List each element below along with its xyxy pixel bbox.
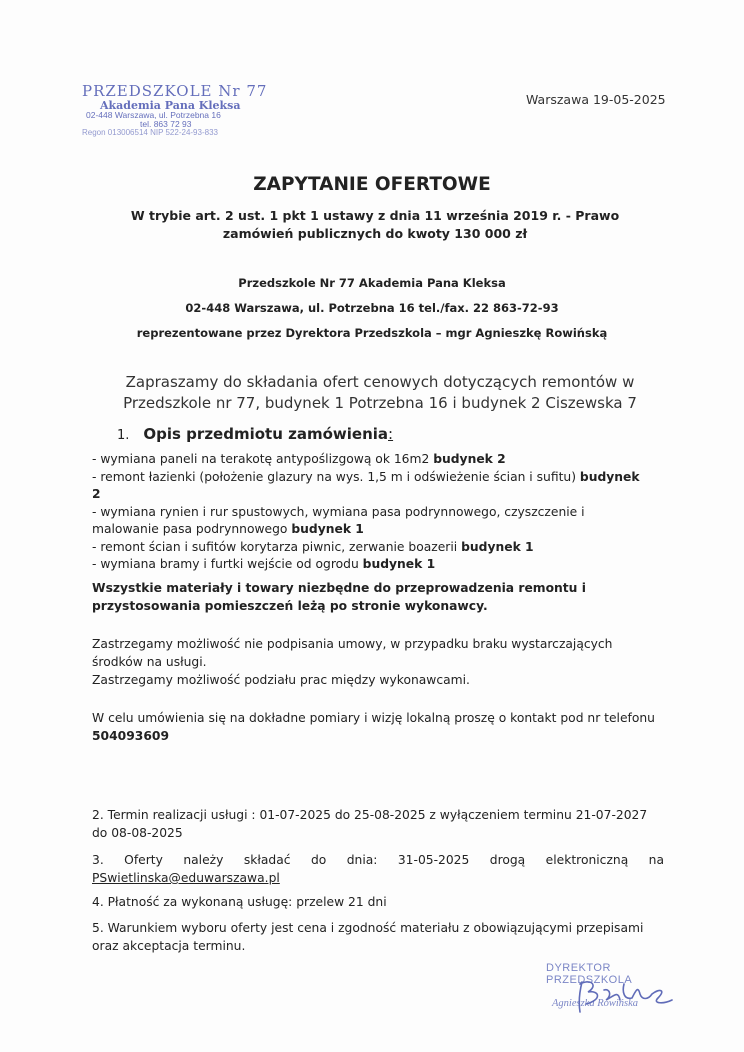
point-5-criteria: 5. Warunkiem wyboru oferty jest cena i zgodność materiału z obowiązującymi przepisami oraz akceptacja terminu. [92,921,644,953]
signature-title: DYREKTOR PRZEDSZKOLA [546,962,633,986]
word: drogą [489,853,526,867]
word: składać [243,853,291,867]
word: należy [183,853,224,867]
section-1-heading [117,425,393,443]
word: do [310,853,327,867]
organization-representative: reprezentowane przez Dyrektora Przedszkola – mgr Agnieszkę Rowińską [136,326,608,340]
section-1-colon: : [388,425,394,443]
organization-address: 02-448 Warszawa, ul. Potrzebna 16 tel./fax. 22 863-72-93 [185,301,559,315]
item-building: budynek 1 [362,557,436,571]
word: 31-05-2025 [397,853,470,867]
director-signature-stamp [540,960,690,1030]
list-item [92,556,652,574]
materials-note: Wszystkie materiały i towary niezbędne do przeprowadzenia remontu i przystosowania pomieszczeń leżą po stronie wykonawcy. [92,581,586,613]
list-item [92,451,652,469]
item-building: budynek 2 [92,469,640,501]
stamp-line-5: Regon 013006514 NIP 522-24-93-833 [82,128,218,138]
reservation-contract: Zastrzegamy możliwość nie podpisania umowy, w przypadku braku wystarczających środków na usługi. [92,637,613,669]
stamp-line-3: 02-448 Warszawa, ul. Potrzebna 16 [86,110,221,121]
item-text: - remont łazienki (położenie glazury na wys. 1,5 m i odświeżenie ścian i sufitu) [92,469,580,484]
legal-basis: W trybie art. 2 ust. 1 pkt 1 ustawy z dnia 11 września 2019 r. - Prawo zamówień publicznych do kwoty 130 000 zł [130,208,620,241]
item-text: - remont ścian i sufitów korytarza piwnic, zerwanie boazerii [92,539,462,554]
document-title: ZAPYTANIE OFERTOWE [253,174,491,195]
contact-paragraph [92,709,664,745]
item-text: - wymiana rynien i rur spustowych, wymiana pasa podrynnowego, czyszczenie i malowanie pasa podrynnowego [92,504,585,536]
word: elektroniczną [545,853,629,867]
work-items-list [92,451,652,574]
word: dnia: [346,853,378,867]
word: Oferty [124,853,163,867]
item-building: budynek 1 [291,522,364,536]
list-item [92,469,652,504]
stamp-line-1: PRZEDSZKOLE Nr 77 [82,82,268,100]
reservation-split: Zastrzegamy możliwość podziału prac między wykonawcami. [92,673,470,687]
word: na [648,853,665,867]
stamp-line-2: Akademia Pana Kleksa [100,98,241,112]
section-1-label: Opis przedmiotu zamówienia [143,425,389,443]
invitation-text: Zapraszamy do składania ofert cenowych dotyczących remontów w Przedszkole nr 77, budynek 1 Potrzebna 16 i budynek 2 Ciszewska 7 [123,373,637,412]
contact-phone: 504093609 [92,729,170,743]
handwritten-signature-icon [540,960,690,1030]
item-text: - wymiana bramy i furtki wejście od ogrodu [92,557,363,571]
document-date: Warszawa 19-05-2025 [526,92,666,107]
point-4-payment: 4. Płatność za wykonaną usługę: przelew 21 dni [92,895,387,909]
offer-email-link[interactable]: PSwietlinska@eduwarszawa.pl [92,871,280,885]
signature-name: Agnieszka Rowińska [552,998,639,1009]
item-building: budynek 2 [433,452,506,466]
stamp-line-4: tel. 863 72 93 [140,119,192,130]
section-1-number: 1. [117,428,130,443]
item-building: budynek 1 [461,539,534,554]
list-item [92,539,652,557]
item-text: - wymiana paneli na terakotę antypoślizgową ok 16m2 [92,452,434,466]
institution-stamp [82,84,272,138]
word: 3. [92,853,104,867]
list-item [92,504,652,539]
point-2-deadline: 2. Termin realizacji usługi : 01-07-2025 do 25-08-2025 z wyłączeniem terminu 21-07-2027 do 08-08-2025 [92,808,648,840]
contact-text: W celu umówienia się na dokładne pomiary i wizję lokalną proszę o kontakt pod nr telefonu [92,711,655,725]
organization-name: Przedszkole Nr 77 Akademia Pana Kleksa [238,276,506,290]
point-3-offers [92,851,664,887]
point-3-line [92,851,664,869]
